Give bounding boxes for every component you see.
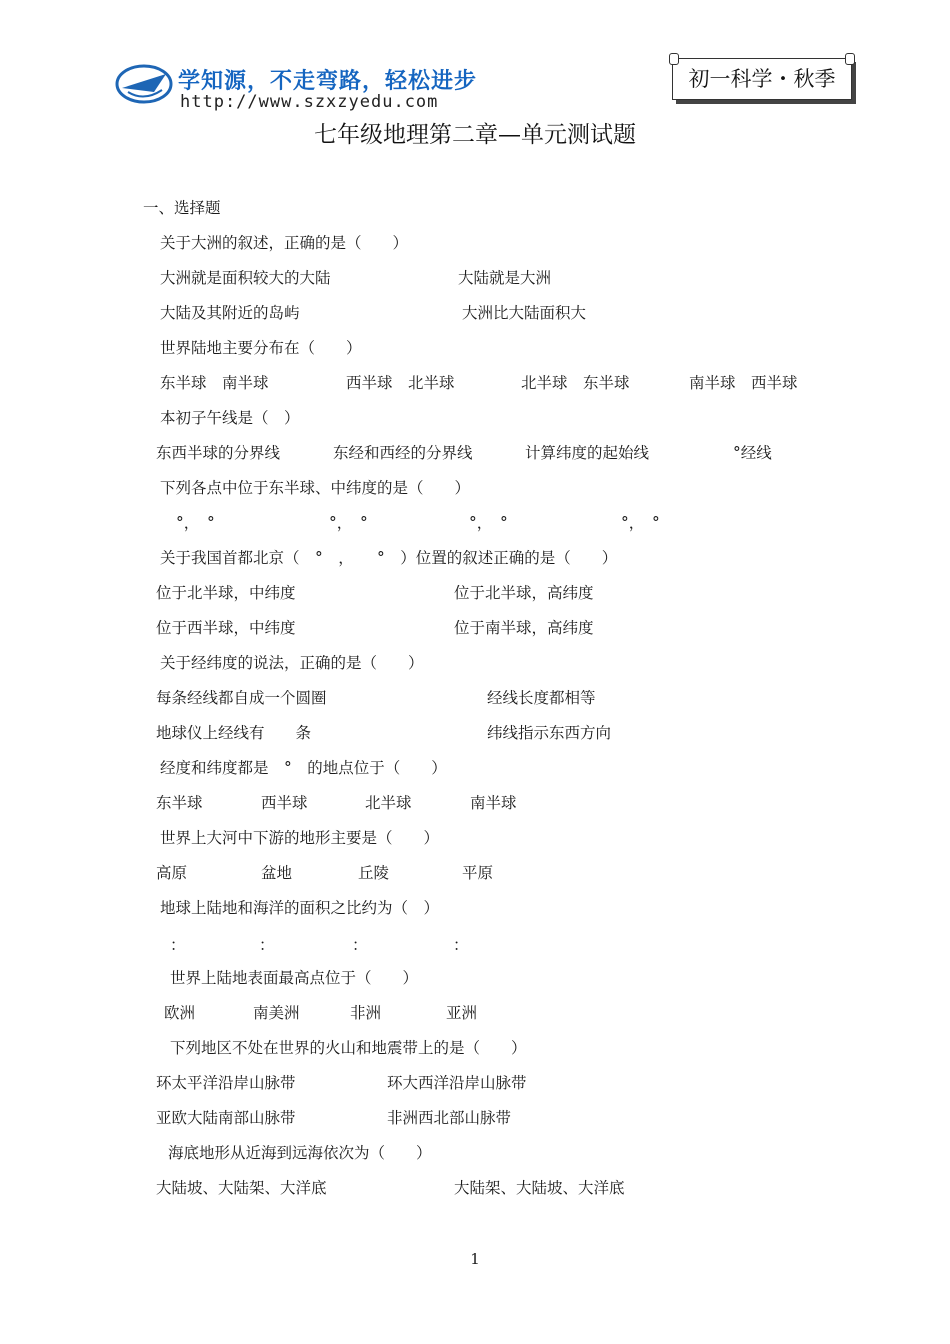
text-line: 位于北半球，中纬度 [156, 584, 296, 602]
text-line: 南半球 西半球 [689, 374, 798, 392]
badge-pin-icon [845, 53, 855, 65]
text-line: 地球仪上经线有 条 [156, 724, 312, 742]
text-line: 世界陆地主要分布在（ ） [160, 339, 362, 357]
page-number: 1 [470, 1250, 480, 1268]
text-line: 下列各点中位于东半球、中纬度的是（ ） [160, 479, 471, 497]
text-line: ： [259, 936, 275, 954]
school-logo-icon [114, 62, 174, 106]
page-title: 七年级地理第二章—单元测试题 [314, 122, 636, 148]
text-line: 地球上陆地和海洋的面积之比约为（ ） [160, 899, 440, 917]
section-heading: 一、选择题 [143, 199, 221, 217]
text-line: 丘陵 [358, 864, 390, 882]
text-line: 环大西洋沿岸山脉带 [387, 1074, 527, 1092]
text-line: 大陆坡、大陆架、大洋底 [156, 1179, 327, 1197]
text-line: 东半球 南半球 [160, 374, 269, 392]
text-line: 大洲就是面积较大的大陆 [160, 269, 331, 287]
text-line: 北半球 东半球 [521, 374, 630, 392]
text-line: °， ° [176, 514, 215, 532]
text-line: °， ° [329, 514, 368, 532]
text-line: 海底地形从近海到远海依次为（ ） [168, 1144, 432, 1162]
text-line: 南美洲 [253, 1004, 300, 1022]
text-line: 东西半球的分界线 [156, 444, 281, 462]
header-slogan: 学知源，不走弯路，轻松进步 [178, 69, 478, 94]
text-line: 每条经线都自成一个圆圈 [156, 689, 327, 707]
text-line: ： [352, 936, 368, 954]
text-line: 高原 [156, 864, 188, 882]
page-header [0, 0, 950, 120]
text-line: 南半球 [470, 794, 517, 812]
text-line: 亚洲 [446, 1004, 478, 1022]
text-line: 经线长度都相等 [487, 689, 596, 707]
text-line: 经度和纬度都是 ° 的地点位于（ ） [160, 759, 447, 777]
text-line: 大陆架、大陆坡、大洋底 [454, 1179, 625, 1197]
text-line: ： [453, 936, 469, 954]
text-line: °经线 [733, 444, 772, 462]
course-badge-label: 初一科学・秋季 [688, 67, 836, 91]
text-line: 大陆就是大洲 [458, 269, 552, 287]
text-line: 西半球 [261, 794, 308, 812]
text-line: 关于大洲的叙述，正确的是（ ） [160, 234, 409, 252]
text-line: 东经和西经的分界线 [333, 444, 473, 462]
text-line: 盆地 [261, 864, 293, 882]
text-line: 下列地区不处在世界的火山和地震带上的是（ ） [170, 1039, 527, 1057]
text-line: 非洲 [350, 1004, 382, 1022]
text-line: 东半球 [156, 794, 203, 812]
text-line: 计算纬度的起始线 [525, 444, 650, 462]
course-badge [672, 58, 852, 100]
text-line: 欧洲 [164, 1004, 196, 1022]
text-line: 大洲比大陆面积大 [462, 304, 587, 322]
text-line: ： [170, 936, 186, 954]
text-line: 世界上陆地表面最高点位于（ ） [170, 969, 419, 987]
text-line: 非洲西北部山脉带 [387, 1109, 512, 1127]
text-line: °， ° [469, 514, 508, 532]
text-line: 北半球 [365, 794, 412, 812]
text-line: 纬线指示东西方向 [487, 724, 612, 742]
text-line: °， ° [621, 514, 660, 532]
text-line: 位于西半球，中纬度 [156, 619, 296, 637]
text-line: 关于经纬度的说法，正确的是（ ） [160, 654, 424, 672]
header-url: http://www.szxzyedu.com [180, 92, 439, 112]
text-line: 环太平洋沿岸山脉带 [156, 1074, 296, 1092]
text-line: 关于我国首都北京（ ° ， ° ）位置的叙述正确的是（ ） [160, 549, 618, 567]
badge-pin-icon [669, 53, 679, 65]
text-line: 世界上大河中下游的地形主要是（ ） [160, 829, 440, 847]
text-line: 西半球 北半球 [346, 374, 455, 392]
text-line: 大陆及其附近的岛屿 [160, 304, 300, 322]
text-line: 本初子午线是（ ） [160, 409, 300, 427]
text-line: 平原 [462, 864, 494, 882]
text-line: 位于南半球，高纬度 [454, 619, 594, 637]
text-line: 亚欧大陆南部山脉带 [156, 1109, 296, 1127]
text-line: 位于北半球，高纬度 [454, 584, 594, 602]
